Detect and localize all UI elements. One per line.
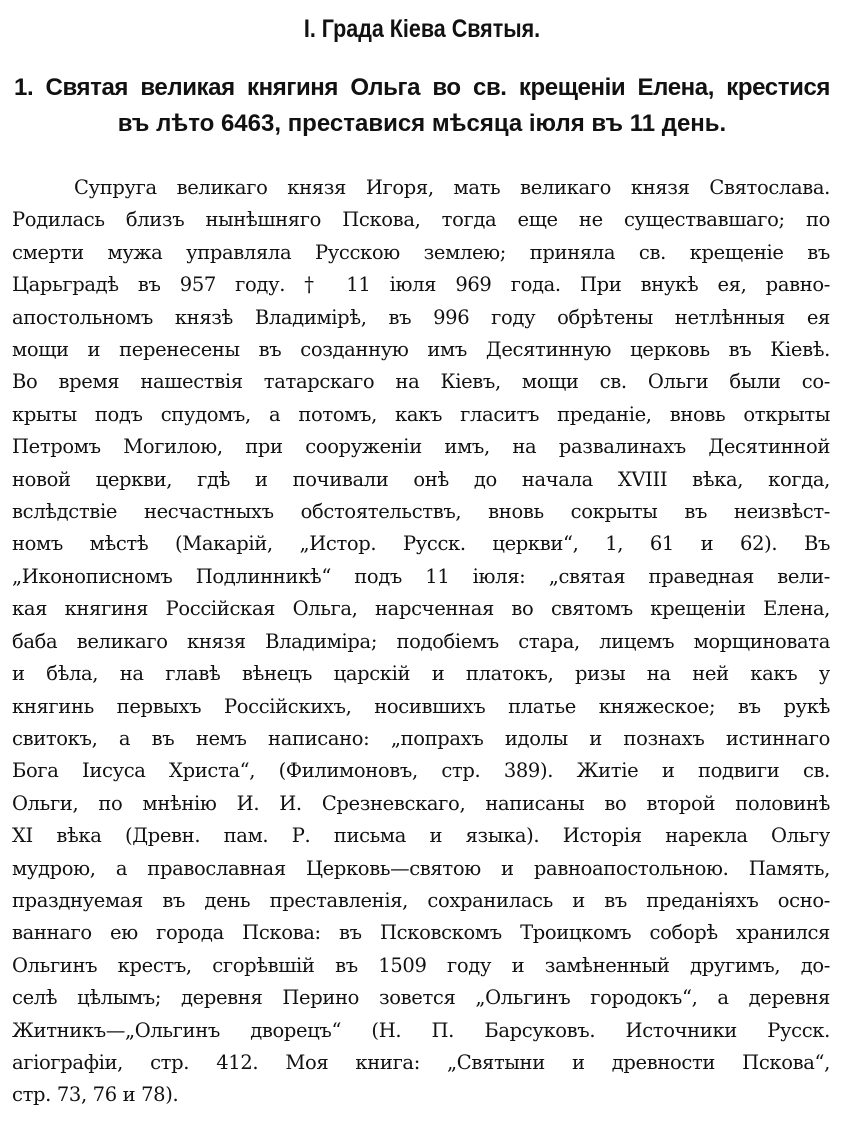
text-line: княгинь первыхъ Россійскихъ, носившихъ платье княжеское; въ рукѣ — [12, 694, 830, 718]
text-line: крыты подъ спудомъ, а потомъ, какъ гласитъ преданіе, вновь открыты — [12, 402, 830, 426]
text-line: вслѣдствіе несчастныхъ обстоятельствъ, вновь сокрыты въ неизвѣст- — [12, 500, 830, 524]
text-line: Ольгинъ крестъ, сгорѣвшій въ 1509 году и замѣненный другимъ, до- — [12, 953, 830, 977]
text-line: апостольномъ князѣ Владимірѣ, въ 996 году обрѣтены нетлѣнныя ея — [12, 305, 830, 329]
text-line: смерти мужа управляла Русскою землею; приняла св. крещеніе въ — [12, 240, 830, 264]
text-line: Супруга великаго князя Игоря, мать великаго князя Святослава. — [74, 176, 830, 199]
text-line: XI вѣка (Древн. пам. Р. письма и языка). Исторія нарекла Ольгу — [12, 824, 830, 848]
text-line: Бога Іисуса Христа“, (Филимоновъ, стр. 389). Житіе и подвиги св. — [12, 759, 830, 783]
entry-body-text — [12, 172, 830, 1112]
text-line: свитокъ, а въ немъ написано: „попрахъ идолы и познахъ истиннаго — [12, 726, 830, 750]
text-line: празднуемая въ день преставленія, сохранилась и въ преданіяхъ осно- — [12, 888, 830, 912]
text-line: Ольги, по мнѣнію И. И. Срезневскаго, написаны во второй половинѣ — [12, 791, 830, 815]
text-line: и бѣла, на главѣ вѣнецъ царскій и платокъ, ризы на ней какъ у — [12, 662, 830, 686]
text-line: ваннаго ею города Пскова: въ Псковскомъ Троицкомъ соборѣ хранился — [12, 921, 830, 945]
text-line: Царьградѣ въ 957 году. † 11 іюля 969 года. При внукѣ ея, равно- — [12, 273, 830, 297]
entry-heading-line: 1. Святая великая княгиня Ольга во св. крещеніи Елена, крестися — [14, 74, 830, 101]
text-line: номъ мѣстѣ (Макарій, „Истор. Русск. церкви“, 1, 61 и 62). Въ — [12, 532, 830, 556]
entry-heading — [14, 70, 830, 142]
text-line: Во время нашествія татарскаго на Кіевъ, мощи св. Ольги были со- — [12, 370, 830, 394]
text-line: селѣ цѣлымъ; деревня Перино зовется „Ольгинъ городокъ“, а деревня — [12, 986, 830, 1010]
text-line: кая княгиня Россійская Ольга, нарсченная во святомъ крещеніи Елена, — [12, 597, 830, 621]
text-line: Родилась близъ нынѣшняго Пскова, тогда еще не существавшаго; по — [12, 208, 830, 232]
text-line: агіографіи, стр. 412. Моя книга: „Святыни и древности Пскова“, — [12, 1050, 830, 1074]
text-line: новой церкви, гдѣ и почивали онѣ до начала XVIII вѣка, когда, — [12, 467, 830, 491]
text-line: мощи и перенесены въ созданную имъ Десятинную церковь въ Кіевѣ. — [12, 338, 830, 362]
text-line: „Иконописномъ Подлинникѣ“ подъ 11 іюля: „святая праведная вели- — [12, 564, 830, 588]
entry-heading-line: въ лѣто 6463, преставися мѣсяца іюля въ 11 день. — [117, 110, 727, 137]
text-line: стр. 73, 76 и 78). — [12, 1083, 179, 1107]
text-line: Петромъ Могилою, при сооруженіи имъ, на развалинахъ Десятинной — [12, 435, 830, 459]
text-line: Житникъ—„Ольгинъ дворецъ“ (Н. П. Барсуковъ. Источники Русск. — [12, 1018, 830, 1042]
text-line: баба великаго князя Владиміра; подобіемъ стара, лицемъ морщиновата — [12, 629, 830, 653]
section-title: I. Града Кіева Святыя. — [303, 15, 541, 43]
text-line: мудрою, а православная Церковь—святою и равноапостольною. Память, — [12, 856, 830, 880]
